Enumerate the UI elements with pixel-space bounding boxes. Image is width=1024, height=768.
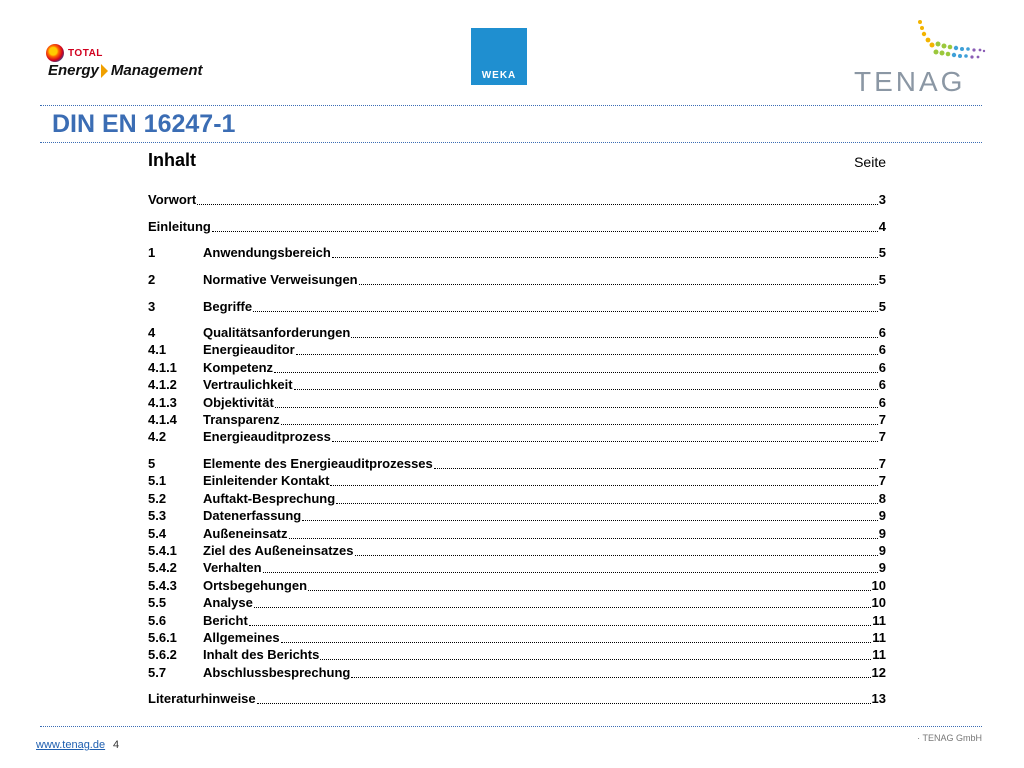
toc-dot-leader: [336, 491, 878, 504]
header-divider-top: [40, 105, 982, 106]
toc-dot-leader: [308, 578, 871, 591]
toc-entry-number: 4.1: [148, 342, 167, 357]
toc-entry: [148, 647, 886, 663]
tenag-logo: [850, 14, 990, 97]
toc-entry-page: 7: [878, 412, 886, 427]
footer-page-number: 4: [113, 739, 120, 751]
toc-entry-number: 5.4.3: [148, 578, 177, 593]
chevron-right-icon: [101, 64, 108, 78]
toc-dot-leader: [253, 299, 878, 312]
toc-dot-leader: [351, 325, 877, 338]
toc-entry-page: 10: [871, 595, 886, 610]
toc-entry-title: Vorwort: [148, 192, 197, 207]
toc-entry-page: 10: [871, 578, 886, 593]
total-brand-text: TOTAL: [68, 47, 103, 59]
toc-entry-number: 4.1.1: [148, 360, 177, 375]
toc-dot-leader: [320, 647, 871, 660]
toc-entry-number: 3: [148, 299, 156, 314]
table-of-contents: [148, 150, 888, 706]
toc-entry-page: 11: [872, 613, 886, 628]
toc-dot-leader: [359, 272, 878, 285]
toc-dot-leader: [254, 595, 871, 608]
toc-entry: [148, 429, 886, 445]
toc-entry: [148, 691, 886, 707]
toc-entry-number: 5.4.2: [148, 560, 177, 575]
toc-entry-page: 7: [878, 473, 886, 488]
toc-entry: [148, 360, 886, 376]
toc-entry-number: 1: [148, 245, 156, 260]
toc-entry: [148, 325, 886, 341]
toc-dot-leader: [294, 377, 878, 390]
footer-divider: [40, 726, 982, 727]
toc-entry-title: Objektivität: [203, 395, 274, 410]
toc-entry-page: 5: [878, 245, 886, 260]
toc-dot-leader: [351, 665, 870, 678]
toc-entry-page: 9: [878, 560, 886, 575]
toc-entry-title: Kompetenz: [203, 360, 274, 375]
toc-dot-leader: [249, 613, 871, 626]
toc-entry-title: Inhalt des Berichts: [203, 647, 320, 662]
toc-entry: [148, 526, 886, 542]
toc-entry: [148, 595, 886, 611]
toc-entry-title: Außeneinsatz: [203, 526, 288, 541]
toc-entry-page: 6: [878, 395, 886, 410]
toc-page-label: Seite: [854, 154, 886, 170]
toc-dot-leader: [330, 473, 877, 486]
toc-entry: [148, 630, 886, 646]
toc-dot-leader: [355, 543, 878, 556]
toc-entry-title: Elemente des Energieauditprozesses: [203, 456, 433, 471]
toc-entry-title: Datenerfassung: [203, 508, 302, 523]
total-energy-management-logo: [46, 40, 246, 86]
footer-website-link[interactable]: www.tenag.de: [36, 739, 106, 751]
toc-entry-number: 5.4.1: [148, 543, 177, 558]
toc-entry-title: Abschlussbesprechung: [203, 665, 351, 680]
tenag-logo-text: TENAG: [854, 66, 966, 97]
toc-entry: [148, 412, 886, 428]
toc-entry: [148, 560, 886, 576]
toc-entry: [148, 377, 886, 393]
toc-entry: [148, 272, 886, 288]
toc-entry-title: Einleitender Kontakt: [203, 473, 330, 488]
toc-entry-page: 7: [878, 456, 886, 471]
tenag-dots-icon: [850, 14, 990, 69]
toc-entry-number: 5.7: [148, 665, 167, 680]
toc-entry-page: 11: [872, 630, 886, 645]
logo-word-energy: Energy: [48, 62, 99, 79]
toc-entry-title: Verhalten: [203, 560, 262, 575]
toc-entry: [148, 543, 886, 559]
toc-entry: [148, 219, 886, 235]
page-title: DIN EN 16247-1: [52, 110, 236, 138]
toc-entry: [148, 491, 886, 507]
toc-entry: [148, 456, 886, 472]
toc-entry-page: 13: [871, 691, 886, 706]
toc-entry-number: 4.1.4: [148, 412, 177, 427]
toc-entry-number: 4: [148, 325, 156, 340]
toc-entry-title: Energieauditprozess: [203, 429, 331, 444]
total-logo-icon: [46, 44, 64, 62]
toc-entry-number: 5.1: [148, 473, 167, 488]
toc-entry: [148, 299, 886, 315]
toc-dot-leader: [434, 456, 878, 469]
toc-entry: [148, 508, 886, 524]
toc-entry-title: Literaturhinweise: [148, 691, 256, 706]
toc-entry-title: Einleitung: [148, 219, 211, 234]
toc-entry-page: 3: [878, 192, 886, 207]
header-divider-bottom: [40, 142, 982, 143]
toc-dot-leader: [302, 508, 878, 521]
toc-entry-title: Ortsbegehungen: [203, 578, 308, 593]
toc-entry-number: 5.6.1: [148, 630, 177, 645]
toc-dot-leader: [332, 245, 878, 258]
toc-heading: Inhalt: [148, 150, 196, 170]
toc-entry-page: 9: [878, 543, 886, 558]
toc-dot-leader: [274, 360, 878, 373]
toc-entry-number: 5.6: [148, 613, 167, 628]
toc-entry-title: Energieauditor: [203, 342, 295, 357]
toc-dot-leader: [257, 691, 871, 704]
toc-entry-title: Begriffe: [203, 299, 253, 314]
toc-entry: [148, 192, 886, 208]
toc-entry-number: 5.6.2: [148, 647, 177, 662]
toc-entry: [148, 613, 886, 629]
toc-entry-page: 7: [878, 429, 886, 444]
toc-entry-number: 4.2: [148, 429, 167, 444]
toc-dot-leader: [281, 630, 872, 643]
toc-entry-title: Vertraulichkeit: [203, 377, 293, 392]
toc-entry-page: 12: [871, 665, 886, 680]
toc-entry-number: 5.3: [148, 508, 167, 523]
toc-entry-page: 6: [878, 342, 886, 357]
toc-entry-title: Ziel des Außeneinsatzes: [203, 543, 354, 558]
toc-dot-leader: [263, 560, 878, 573]
toc-entry-title: Allgemeines: [203, 630, 280, 645]
toc-entry-number: 5.5: [148, 595, 167, 610]
toc-entry-number: 5.2: [148, 491, 167, 506]
toc-dot-leader: [275, 395, 878, 408]
toc-entry-page: 9: [878, 526, 886, 541]
toc-entry-number: 4.1.3: [148, 395, 177, 410]
toc-entry-title: Analyse: [203, 595, 253, 610]
toc-dot-leader: [332, 429, 878, 442]
toc-entry: [148, 245, 886, 261]
toc-entry-page: 5: [878, 299, 886, 314]
logo-word-management: Management: [110, 62, 203, 79]
weka-logo: [471, 28, 527, 85]
toc-entry-page: 9: [878, 508, 886, 523]
toc-entry-number: 4.1.2: [148, 377, 177, 392]
toc-entry: [148, 665, 886, 681]
toc-dot-leader: [197, 192, 878, 205]
toc-entry-title: Auftakt-Besprechung: [203, 491, 336, 506]
toc-entry: [148, 342, 886, 358]
toc-entry-page: 6: [878, 360, 886, 375]
toc-entry: [148, 395, 886, 411]
toc-entry-number: 5: [148, 456, 156, 471]
toc-entry-page: 4: [878, 219, 886, 234]
toc-entry-title: Normative Verweisungen: [203, 272, 358, 287]
toc-entry: [148, 578, 886, 594]
toc-entry-number: 5.4: [148, 526, 167, 541]
toc-entry-title: Qualitätsanforderungen: [203, 325, 351, 340]
weka-logo-text: WEKA: [481, 70, 517, 81]
toc-entry-number: 2: [148, 272, 156, 287]
toc-entry-title: Bericht: [203, 613, 248, 628]
toc-entry-page: 6: [878, 325, 886, 340]
toc-entry-page: 6: [878, 377, 886, 392]
toc-dot-leader: [296, 342, 878, 355]
toc-dot-leader: [281, 412, 878, 425]
toc-entry-page: 8: [878, 491, 886, 506]
toc-entry-page: 5: [878, 272, 886, 287]
toc-entry-page: 11: [872, 647, 886, 662]
footer-company: · TENAG GmbH: [917, 733, 982, 743]
toc-dot-leader: [289, 526, 878, 539]
toc-entry: [148, 473, 886, 489]
toc-dot-leader: [212, 219, 878, 232]
toc-entry-title: Transparenz: [203, 412, 280, 427]
toc-entry-title: Anwendungsbereich: [203, 245, 331, 260]
